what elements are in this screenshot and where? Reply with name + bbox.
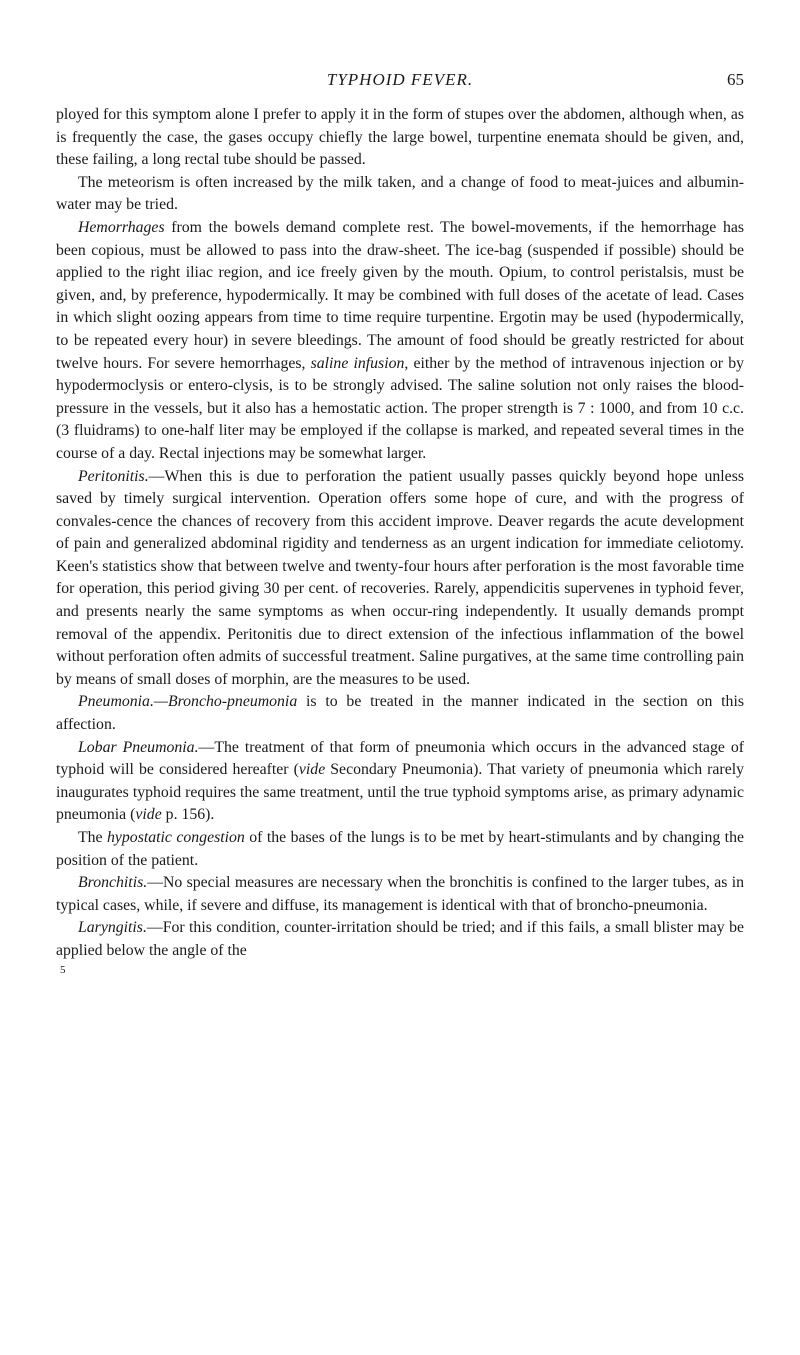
paragraph-stupes: ployed for this symptom alone I prefer to apply it in the form of stupes over the abdomen, although when, as is frequently the case, the gases occupy chiefly the large bowel, turpentine enemata should be given, and, these failing, a long rectal tube should be passed. — [56, 106, 744, 169]
paragraph-peritonitis: Peritonitis.—When this is due to perforation the patient usually passes quickly beyond hope unless saved by timely surgical intervention. Operation offers some hope of cure, and with the progress of convales-cence the chances of recovery from this accident improve. Deaver regards the acute development of pain and generalized abdominal rigidity and tenderness as an urgent indication for immediate celiotomy. Keen's statistics show that between twelve and twenty-four hours after perforation is the most favorable time for operation, this period giving 30 per cent. of recoveries. Rarely, appendicitis supervenes in typhoid fever, and presents nearly the same symptoms as when occur-ring independently. It usually demands prompt removal of the appendix. Peritonitis due to direct extension of the infectious inflammation of the bowel without perforation often admits of successful treatment. Saline purgatives, at the same time controlling pain by means of small doses of morphin, are the measures to be used. — [56, 467, 744, 688]
paragraph-lobar-pneumonia: Lobar Pneumonia.—The treatment of that form of pneumonia which occurs in the advanced stage of typhoid will be considered hereafter (vide Secondary Pneumonia). That variety of pneumonia which rarely inaugurates typhoid requires the same treatment, until the true typhoid symptoms arise, as primary adynamic pneumonia (vide p. 156). — [56, 738, 745, 824]
signature-mark: 5 — [60, 963, 66, 976]
heading-lobar-pneumonia: Lobar Pneumonia. — [78, 738, 199, 756]
paragraph-laryngitis: Laryngitis.—For this condition, counter-irritation should be tried; and if this fails, a small blister may be applied below the angle of the — [56, 919, 744, 959]
paragraph-hypostatic-congestion: The hypostatic congestion of the bases of the lungs is to be met by heart-stimulants and by changing the position of the patient. — [56, 829, 744, 869]
running-title: TYPHOID FEVER. — [326, 70, 474, 89]
paragraph-pneumonia: Pneumonia.—Broncho-pneumonia is to be treated in the manner indicated in the section on this affection. — [56, 693, 744, 734]
term-hypostatic-congestion: hypostatic congestion — [107, 829, 245, 846]
heading-peritonitis: Peritonitis. — [78, 467, 149, 485]
paragraph-hemorrhages: Hemorrhages from the bowels demand complete rest. The bowel-movements, if the hemorrhage has been copious, must be allowed to pass into the draw-sheet. The ice-bag (suspended if possible) should be applied to the right iliac region, and ice freely given by the mouth. Opium, to control peristalsis, must be given, and, by preference, hypodermically. It may be combined with full doses of the acetate of lead. Cases in which slight oozing appears from time to time require turpentine. Ergotin may be used (hypodermically, to be repeated every hour) in severe bleedings. The amount of food should be greatly restricted for about twelve hours. For severe hemorrhages, saline infusion, either by the method of intravenous injection or by hypodermoclysis or entero-clysis, is to be strongly advised. The saline solution not only raises the blood-pressure in the vessels, but it also has a hemostatic action. The proper strength is 7 : 1000, and from 10 c.c. (3 fluidrams) to one-half liter may be employed if the collapse is marked, and repeated several times in the course of a day. Rectal injections may be somewhat larger. — [56, 218, 744, 462]
heading-bronchitis: Bronchitis. — [78, 874, 148, 892]
heading-hemorrhages: Hemorrhages — [78, 218, 165, 236]
running-head — [56, 70, 744, 92]
term-saline-infusion: saline infusion — [310, 354, 405, 372]
book-page — [56, 70, 744, 977]
paragraph-meteorism: The meteorism is often increased by the milk taken, and a change of food to meat-juices and albumin-water may be tried. — [56, 173, 744, 214]
heading-pneumonia: Pneumonia.—Broncho-pneumonia — [78, 693, 298, 711]
paragraph-bronchitis: Bronchitis.—No special measures are necessary when the bronchitis is confined to the larger tubes, as in typical cases, while, if severe and diffuse, its management is identical with that of broncho-pneumonia. — [56, 874, 744, 914]
page-number: 65 — [727, 70, 744, 89]
heading-laryngitis: Laryngitis. — [78, 919, 147, 937]
